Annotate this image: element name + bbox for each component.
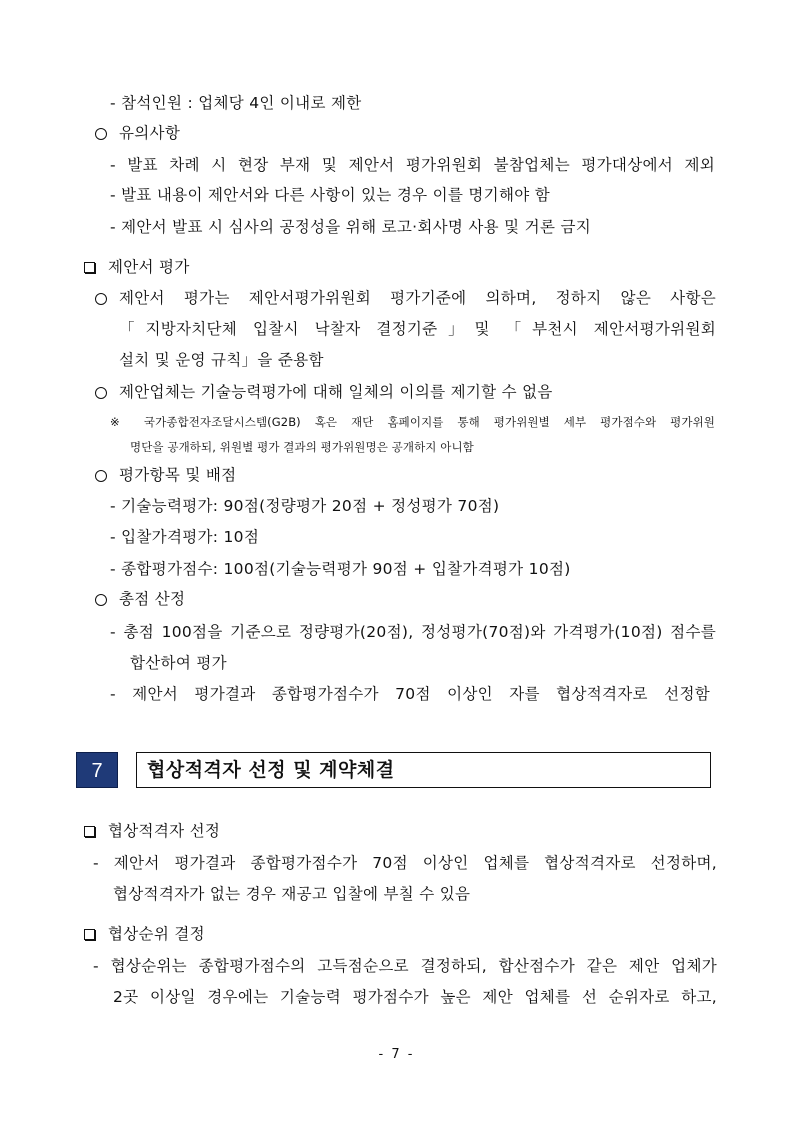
heading-qualified-selection: 협상적격자 선정 [108,822,221,840]
qualified-line-2: 협상적격자가 없는 경우 재공고 입찰에 부칠 수 있음 [113,885,471,903]
qualified-selection-line: - 제안서 평가결과 종합평가점수가 70점 이상인 자를 협상적격자로 선정함 [110,685,710,703]
circle-bullet-icon [95,128,107,140]
section-title: 협상적격자 선정 및 계약체결 [147,759,395,781]
heading-negotiation-order: 협상순위 결정 [108,925,205,943]
no-objection-line: 제안업체는 기술능력평가에 대해 일체의 이의를 제기할 수 없음 [119,383,553,401]
scoring-heading: 평가항목 및 배점 [119,466,237,484]
note-item-logo: - 제안서 발표 시 심사의 공정성을 위해 로고·회사명 사용 및 거론 금지 [110,218,591,236]
square-bullet-icon [84,826,95,837]
negotiation-line-1: - 협상순위는 종합평가점수의 고득점순으로 결정하되, 합산점수가 같은 제안 업체가 [93,957,717,975]
circle-bullet-icon [95,387,107,399]
section-number-badge: 7 [76,752,118,788]
qualified-line-1: - 제안서 평가결과 종합평가점수가 70점 이상인 업체를 협상적격자로 선정하며, [93,854,717,872]
note-item-content: - 발표 내용이 제안서와 다른 사항이 있는 경우 이를 명기해야 함 [110,186,550,204]
total-calculation-heading: 총점 산정 [119,590,186,608]
square-bullet-icon [84,929,95,940]
circle-bullet-icon [95,594,107,606]
attendee-limit-line: - 참석인원 : 업체당 4인 이내로 제한 [110,94,362,112]
score-total: - 종합평가점수: 100점(기술능력평가 90점 + 입찰가격평가 10점) [110,560,571,578]
heading-proposal-evaluation: 제안서 평가 [108,258,190,276]
notes-heading: 유의사항 [119,124,181,142]
circle-bullet-icon [95,293,107,305]
evaluation-criteria-line-1: 제안서 평가는 제안서평가위원회 평가기준에 의하며, 정하지 않은 사항은 [119,289,716,307]
negotiation-line-2: 2곳 이상일 경우에는 기술능력 평가점수가 높은 제안 업체를 선 순위자로 하고, [113,988,717,1006]
disclosure-note-line-2: 명단을 공개하되, 위원별 평가 결과의 평가위원명은 공개하지 아니함 [130,440,474,454]
evaluation-criteria-line-3: 설치 및 운영 규칙」을 준용함 [119,351,324,369]
circle-bullet-icon [95,470,107,482]
disclosure-note-line-1: ※ 국가종합전자조달시스템(G2B) 혹은 재단 홈페이지를 통해 평가위원별 세부 평가점수와 평가위원 [110,415,715,429]
score-technical: - 기술능력평가: 90점(정량평가 20점 + 정성평가 70점) [110,497,500,515]
evaluation-criteria-line-2: 「지방자치단체 입찰시 낙찰자 결정기준」및 「부천시 제안서평가위원회 [119,320,716,338]
page-number: - 7 - [378,1047,415,1062]
score-price: - 입찰가격평가: 10점 [110,528,260,546]
note-item-absence: - 발표 차례 시 현장 부재 및 제안서 평가위원회 불참업체는 평가대상에서 제외 [110,156,715,174]
square-bullet-icon [84,262,95,273]
section-title-box [136,752,711,788]
total-calculation-line-1: - 총점 100점을 기준으로 정량평가(20점), 정성평가(70점)와 가격평가(10점) 점수를 [110,623,716,641]
total-calculation-line-2: 합산하여 평가 [130,654,227,672]
